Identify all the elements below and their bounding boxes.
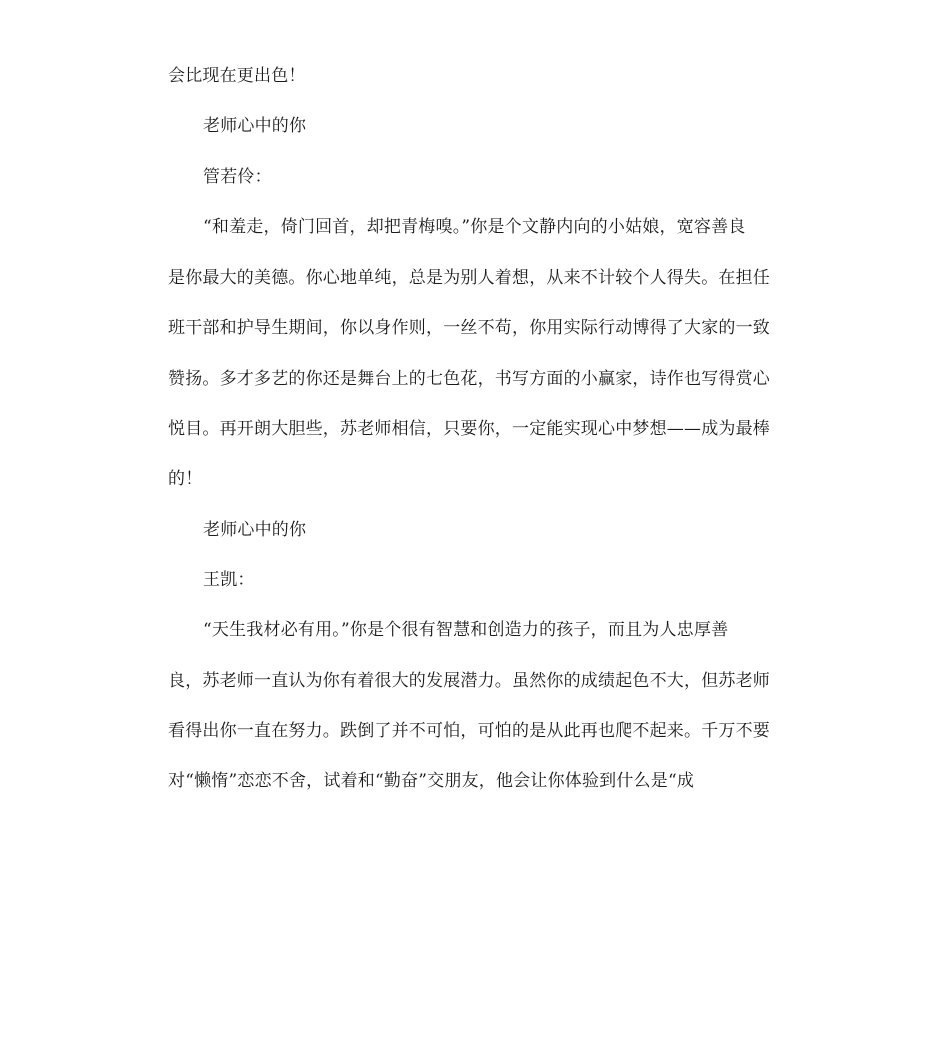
section-title: 老师心中的你 xyxy=(203,520,307,540)
text-line: 是你最大的美德。你心地单纯，总是为别人着想，从来不计较个人得失。在担任 xyxy=(168,268,770,288)
student-name: 王凯： xyxy=(203,570,255,590)
text-line: 悦目。再开朗大胆些，苏老师相信，只要你，一定能实现心中梦想——成为最棒 xyxy=(168,419,770,439)
text-line: 赞扬。多才多艺的你还是舞台上的七色花，书写方面的小赢家，诗作也写得赏心 xyxy=(168,369,770,389)
text-line: “和羞走，倚门回首，却把青梅嗅。”你是个文静内向的小姑娘，宽容善良 xyxy=(203,217,746,237)
text-line: “天生我材必有用。”你是个很有智慧和创造力的孩子，而且为人忠厚善 xyxy=(203,620,729,640)
text-line: 看得出你一直在努力。跌倒了并不可怕，可怕的是从此再也爬不起来。千万不要 xyxy=(168,721,770,741)
text-line: 会比现在更出色！ xyxy=(168,66,306,86)
text-line: 班干部和护导生期间，你以身作则，一丝不苟，你用实际行动博得了大家的一致 xyxy=(168,318,770,338)
text-line: 的！ xyxy=(168,469,203,489)
text-line: 对“懒惰”恋恋不舍，试着和“勤奋”交朋友，他会让你体验到什么是“成 xyxy=(168,771,695,791)
text-line: 良，苏老师一直认为你有着很大的发展潜力。虽然你的成绩起色不大，但苏老师 xyxy=(168,671,770,691)
student-name: 管若伶： xyxy=(203,167,272,187)
section-title: 老师心中的你 xyxy=(203,116,307,136)
